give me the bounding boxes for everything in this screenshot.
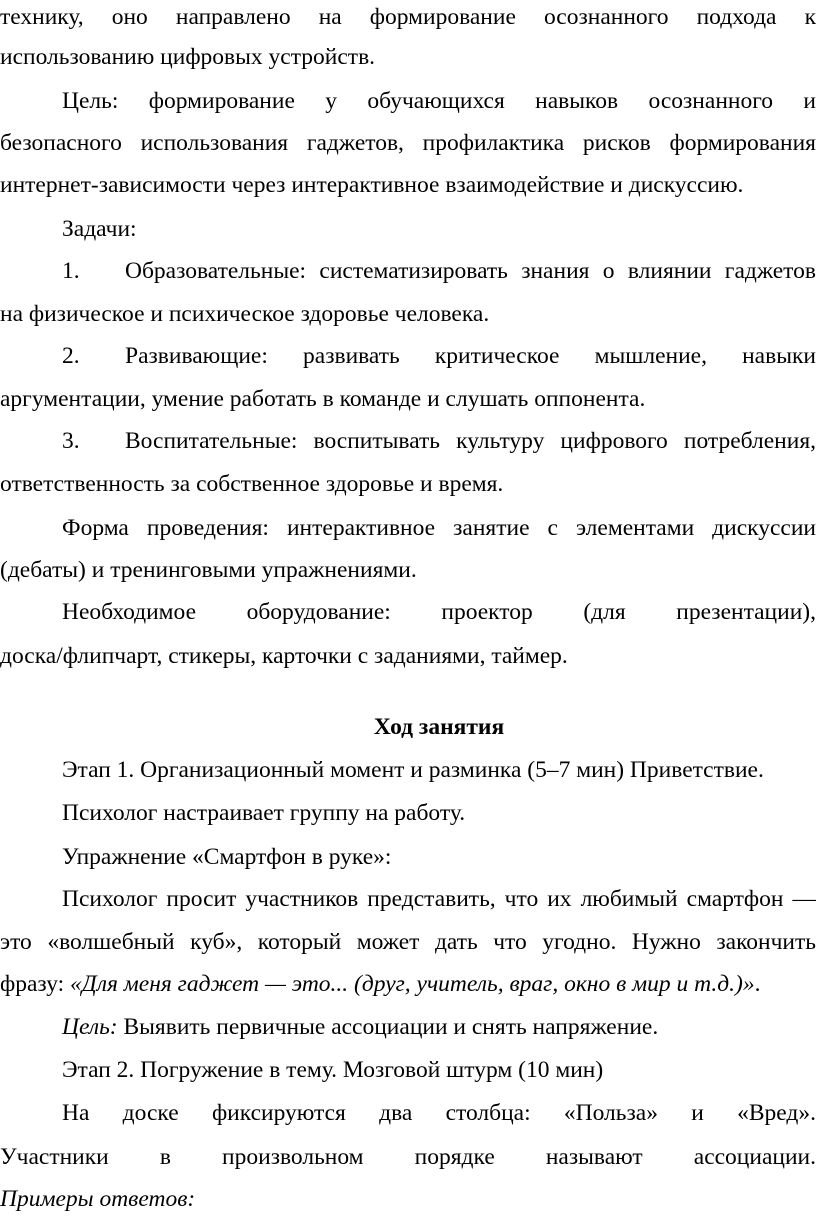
stage-2-line: Этап 2. Погружение в тему. Мозговой штурм (10 мин) bbox=[62, 1057, 604, 1083]
exercise-line-2: это «волшебный куб», который может дать что угодно. Нужно закончить bbox=[0, 929, 816, 955]
task-3-line-2: ответственность за собственное здоровье и время. bbox=[0, 471, 504, 497]
goal-label: Цель: bbox=[62, 1014, 118, 1040]
exercise-line-3-prefix: фразу: bbox=[0, 971, 71, 997]
goal-text: Выявить первичные ассоциации и снять напряжение. bbox=[117, 1014, 659, 1040]
equipment-line-1: Необходимое оборудование: проектор (для презентации), bbox=[62, 599, 816, 625]
task-2-line-2: аргументации, умение работать в команде и слушать оппонента. bbox=[0, 386, 646, 412]
examples-heading: Примеры ответов: bbox=[0, 1186, 196, 1212]
form-line-1: Форма проведения: интерактивное занятие с элементами дискуссии bbox=[62, 515, 816, 541]
section-heading: Ход занятия bbox=[373, 714, 505, 740]
task-number: 3. bbox=[62, 428, 80, 454]
exercise-title: Упражнение «Смартфон в руке»: bbox=[62, 844, 392, 870]
task-text-line-1: Воспитательные: воспитывать культуру цифрового потребления, bbox=[125, 428, 816, 454]
intro-line-2: использованию цифровых устройств. bbox=[0, 44, 376, 70]
psychologist-setup-line: Психолог настраивает группу на работу. bbox=[62, 800, 466, 826]
board-line-1: На доске фиксируются два столбца: «Польза» и «Вред». bbox=[62, 1100, 816, 1126]
board-line-2: Участники в произвольном порядке называют ассоциации. bbox=[0, 1144, 816, 1170]
task-item-2 bbox=[0, 335, 816, 378]
exercise-line-3 bbox=[0, 963, 816, 1006]
task-1-line-2: на физическое и психическое здоровье человека. bbox=[0, 301, 490, 327]
tasks-heading: Задачи: bbox=[62, 216, 137, 242]
equipment-line-2: доска/флипчарт, стикеры, карточки с заданиями, таймер. bbox=[0, 643, 568, 669]
intro-line-1: технику, оно направлено на формирование осознанного подхода к bbox=[0, 4, 816, 30]
exercise-line-1: Психолог просит участников представить, что их любимый смартфон — bbox=[62, 886, 816, 912]
goal-line-2: безопасного использования гаджетов, профилактика рисков формирования bbox=[0, 130, 816, 156]
task-number: 1. bbox=[62, 258, 80, 284]
task-item-1 bbox=[0, 250, 816, 293]
goal-line-3: интернет-зависимости через интерактивное взаимодействие и дискуссию. bbox=[0, 172, 744, 198]
exercise-quote: «Для меня гаджет — это... (друг, учитель, враг, окно в мир и т.д.)» bbox=[70, 971, 755, 997]
task-item-3 bbox=[0, 420, 816, 463]
stage-1-line: Этап 1. Организационный момент и разминка (5–7 мин) Приветствие. bbox=[62, 757, 764, 783]
task-number: 2. bbox=[62, 343, 80, 369]
exercise-line-3-suffix: . bbox=[754, 971, 761, 997]
task-text-line-1: Образовательные: систематизировать знания о влиянии гаджетов bbox=[125, 258, 816, 284]
exercise-goal-line bbox=[0, 1006, 816, 1049]
task-text-line-1: Развивающие: развивать критическое мышление, навыки bbox=[125, 343, 816, 369]
goal-line-1: Цель: формирование у обучающихся навыков осознанного и bbox=[62, 88, 816, 114]
form-line-2: (дебаты) и тренинговыми упражнениями. bbox=[0, 557, 417, 583]
